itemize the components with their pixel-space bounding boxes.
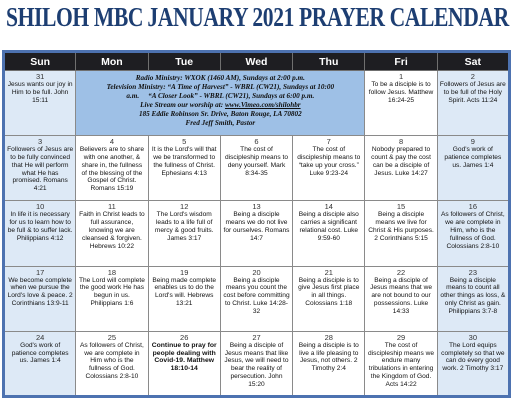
day-cell: [220, 136, 292, 201]
day-cell: [148, 136, 220, 201]
day-number: 10: [35, 202, 45, 212]
day-number: 29: [396, 332, 406, 342]
day-number: 6: [254, 137, 259, 147]
weekday-header-sun: Sun: [4, 52, 76, 71]
radio-ministry-text: Radio Ministry: WXOK (1460 AM), Sundays at 2:00 p.m.: [135, 74, 305, 82]
day-verse: To be a disciple is to follow Jesus. Matthew 16:24-25: [368, 81, 434, 104]
day-cell: [76, 201, 148, 266]
day-cell: [220, 331, 292, 396]
day-number: 8: [398, 137, 404, 147]
day-number: 5: [182, 137, 187, 147]
day-number: 20: [252, 267, 261, 277]
day-number: 7: [326, 137, 331, 147]
day-cell: [437, 331, 509, 396]
day-verse: Followers of Jesus are to be full of the Holy Spirit. Acts 11:24: [439, 81, 506, 104]
day-verse: Being a disciple means you count the cost before committing to Christ. Luke 14:28-32: [223, 276, 290, 315]
weekday-header-wed: Wed: [220, 52, 292, 71]
weekday-header-fri: Fri: [365, 52, 437, 71]
calendar-title: JANUARY 2021 PRAYER CALENDAR: [147, 2, 509, 32]
day-verse: Being a disciple means we do not live for ourselves. Romans 14:7: [223, 211, 290, 242]
pastor-name: Fred Jeff Smith, Pastor: [185, 119, 256, 128]
day-verse: Being a disciple is to give Jesus first place in all things. Colossians 1:18: [298, 276, 360, 307]
day-verse: As followers of Christ, we are complete in Him who is the fullness of God. Colossians 2:8-10: [80, 341, 144, 380]
day-cell: [293, 331, 365, 396]
day-number: 25: [107, 332, 117, 342]
day-number: 11: [108, 202, 116, 212]
day-number: 26: [180, 332, 189, 342]
day-cell: [4, 331, 76, 396]
week-row: [4, 266, 510, 331]
day-verse: We become complete when we pursue the Lord's love & peace. 2 Corinthians 13:9-11: [7, 276, 73, 307]
day-cell: [76, 331, 148, 396]
day-cell: [220, 201, 292, 266]
day-cell: [365, 136, 437, 201]
day-number: 1: [398, 72, 404, 81]
weekday-header-thu: Thu: [293, 52, 365, 71]
day-cell: [365, 331, 437, 396]
day-cell: [4, 136, 76, 201]
day-number: 28: [324, 332, 333, 342]
day-number: 4: [109, 137, 114, 147]
weekday-header-mon: Mon: [76, 52, 148, 71]
day-verse: The cost of discipleship means we endure many tribulations in entering the Kingdom of God. Acts 14:22: [368, 341, 435, 388]
day-verse: God's work of patience completes us. James 1:4: [11, 341, 69, 365]
day-verse: The Lord equips completely so that we can do every good work. 2 Timothy 3:17: [441, 341, 505, 373]
day-cell: [437, 201, 509, 266]
day-number: 2: [470, 72, 475, 81]
day-cell: [220, 266, 292, 331]
day-cell: [293, 266, 365, 331]
day-number: 9: [470, 137, 475, 147]
day-number: 21: [324, 267, 333, 277]
day-number: 3: [38, 137, 43, 147]
weekday-header-sat: Sat: [437, 52, 509, 71]
day-cell: [148, 266, 220, 331]
day-cell: [4, 266, 76, 331]
ministry-info-box: [76, 71, 365, 136]
day-number: 18: [107, 267, 117, 277]
week-row: [4, 136, 510, 201]
day-number: 24: [35, 332, 45, 342]
day-verse: Being a disciple means we live for Christ & His purposes. 2 Corinthians 5:15: [368, 211, 434, 242]
day-number: 13: [252, 202, 261, 212]
day-verse: Continue to pray for people dealing with Covid-19. Matthew 18:10-14: [151, 341, 217, 373]
day-verse: Nobody prepared to count & pay the cost can be a disciple of Jesus. Luke 14:27: [371, 146, 431, 177]
day-verse: Followers of Jesus are to be fully convinced that He will perform what He has promised. Romans 4:21: [7, 146, 74, 193]
day-cell: [365, 201, 437, 266]
church-name: SHILOH MBC: [6, 2, 144, 32]
day-cell: [4, 71, 76, 136]
day-cell: [4, 201, 76, 266]
day-number: 30: [468, 332, 478, 342]
day-number: 19: [180, 267, 189, 277]
day-verse: Jesus wants our joy in Him to be full. John 15:11: [7, 81, 73, 104]
church-address: 185 Eddie Robinson Sr. Drive, Baton Rouge, LA 70802: [138, 110, 302, 119]
day-number: 15: [396, 202, 406, 212]
day-verse: The Lord's wisdom leads to a life full of mercy & good fruits. James 3:17: [154, 211, 214, 242]
day-verse: Being a disciple also carries a significant relational cost. Luke 9:59-60: [298, 211, 359, 242]
day-verse: Being a disciple of Jesus means that we are not bound to our possessions. Luke 14:33: [370, 276, 433, 315]
day-number: 31: [35, 72, 45, 81]
day-cell: [293, 201, 365, 266]
day-number: 12: [180, 202, 189, 212]
day-verse: The cost of discipleship means to “take up your cross.” Luke 9:23-24: [297, 146, 361, 177]
day-verse: Being a disciple is to live a life pleasing to Jesus, not others. 2 Timothy 2:4: [298, 341, 359, 373]
day-number: 17: [35, 267, 45, 277]
day-verse: God's work of patience completes us. James 1:4: [444, 146, 502, 169]
day-verse: Being a disciple of Jesus means that like Jesus, we will need to bear the reality of persecution. John 15:20: [224, 341, 289, 388]
day-number: 16: [468, 202, 478, 212]
day-verse: As followers of Christ, we are complete in Him, who is the fullness of God. Colossians 2:8-10: [440, 211, 505, 250]
day-verse: Being made complete enables us to do the Lord's will. Hebrews 13:21: [152, 276, 217, 307]
tv-harvest-time: a.m.: [126, 92, 140, 101]
day-verse: Faith in Christ leads to full assurance, knowing we are cleansed & forgiven. Hebrews 10:22: [79, 211, 145, 250]
tv-closer-look-text: “A Closer Look” - WBRL (CW21), Sundays at 6:00 p.m.: [148, 92, 315, 101]
day-verse: Being a disciple means to count all other things as loss, & only Christ as gain. Philippians 3:7-8: [440, 276, 506, 315]
week-row: [4, 71, 510, 136]
day-number: 14: [324, 202, 333, 212]
prayer-calendar: [2, 50, 511, 398]
live-stream-link[interactable]: www.Vimeo.com/shilohbr: [224, 101, 301, 110]
tv-harvest-text: Television Ministry: “A Time of Harvest” - WBRL (CW21), Sundays at 10:00: [106, 83, 335, 92]
day-cell: [148, 201, 220, 266]
day-verse: Believers are to share with one another, & share in, the fullness of the blessing of the Gospel of Christ. Romans 15:19: [79, 146, 144, 193]
day-verse: It is the Lord's will that we be transformed to the fullness of Christ. Ephesians 4:13: [151, 146, 217, 177]
day-cell: [437, 136, 509, 201]
day-cell: [437, 266, 509, 331]
day-cell: [76, 266, 148, 331]
day-verse: The cost of discipleship means to deny yourself. Mark 8:34-35: [224, 146, 288, 177]
week-row: [4, 201, 510, 266]
day-verse: In life it is necessary for us to learn how to be full & to suffer lack. Philippians 4:12: [7, 211, 73, 242]
weekday-header-tue: Tue: [148, 52, 220, 71]
day-cell: [148, 331, 220, 396]
day-number: 23: [468, 267, 478, 277]
day-cell: [76, 136, 148, 201]
day-cell: [293, 136, 365, 201]
day-number: 22: [396, 267, 406, 277]
weekday-header-row: [4, 52, 510, 71]
day-cell: [365, 266, 437, 331]
live-stream-label: Live Stream our worship at:: [140, 101, 224, 110]
day-number: 27: [252, 332, 261, 342]
day-verse: The Lord will complete the good work He has begun in us. Philippians 1:6: [78, 276, 145, 307]
week-row: [4, 331, 510, 396]
day-cell: [437, 71, 509, 136]
day-cell: [365, 71, 437, 136]
